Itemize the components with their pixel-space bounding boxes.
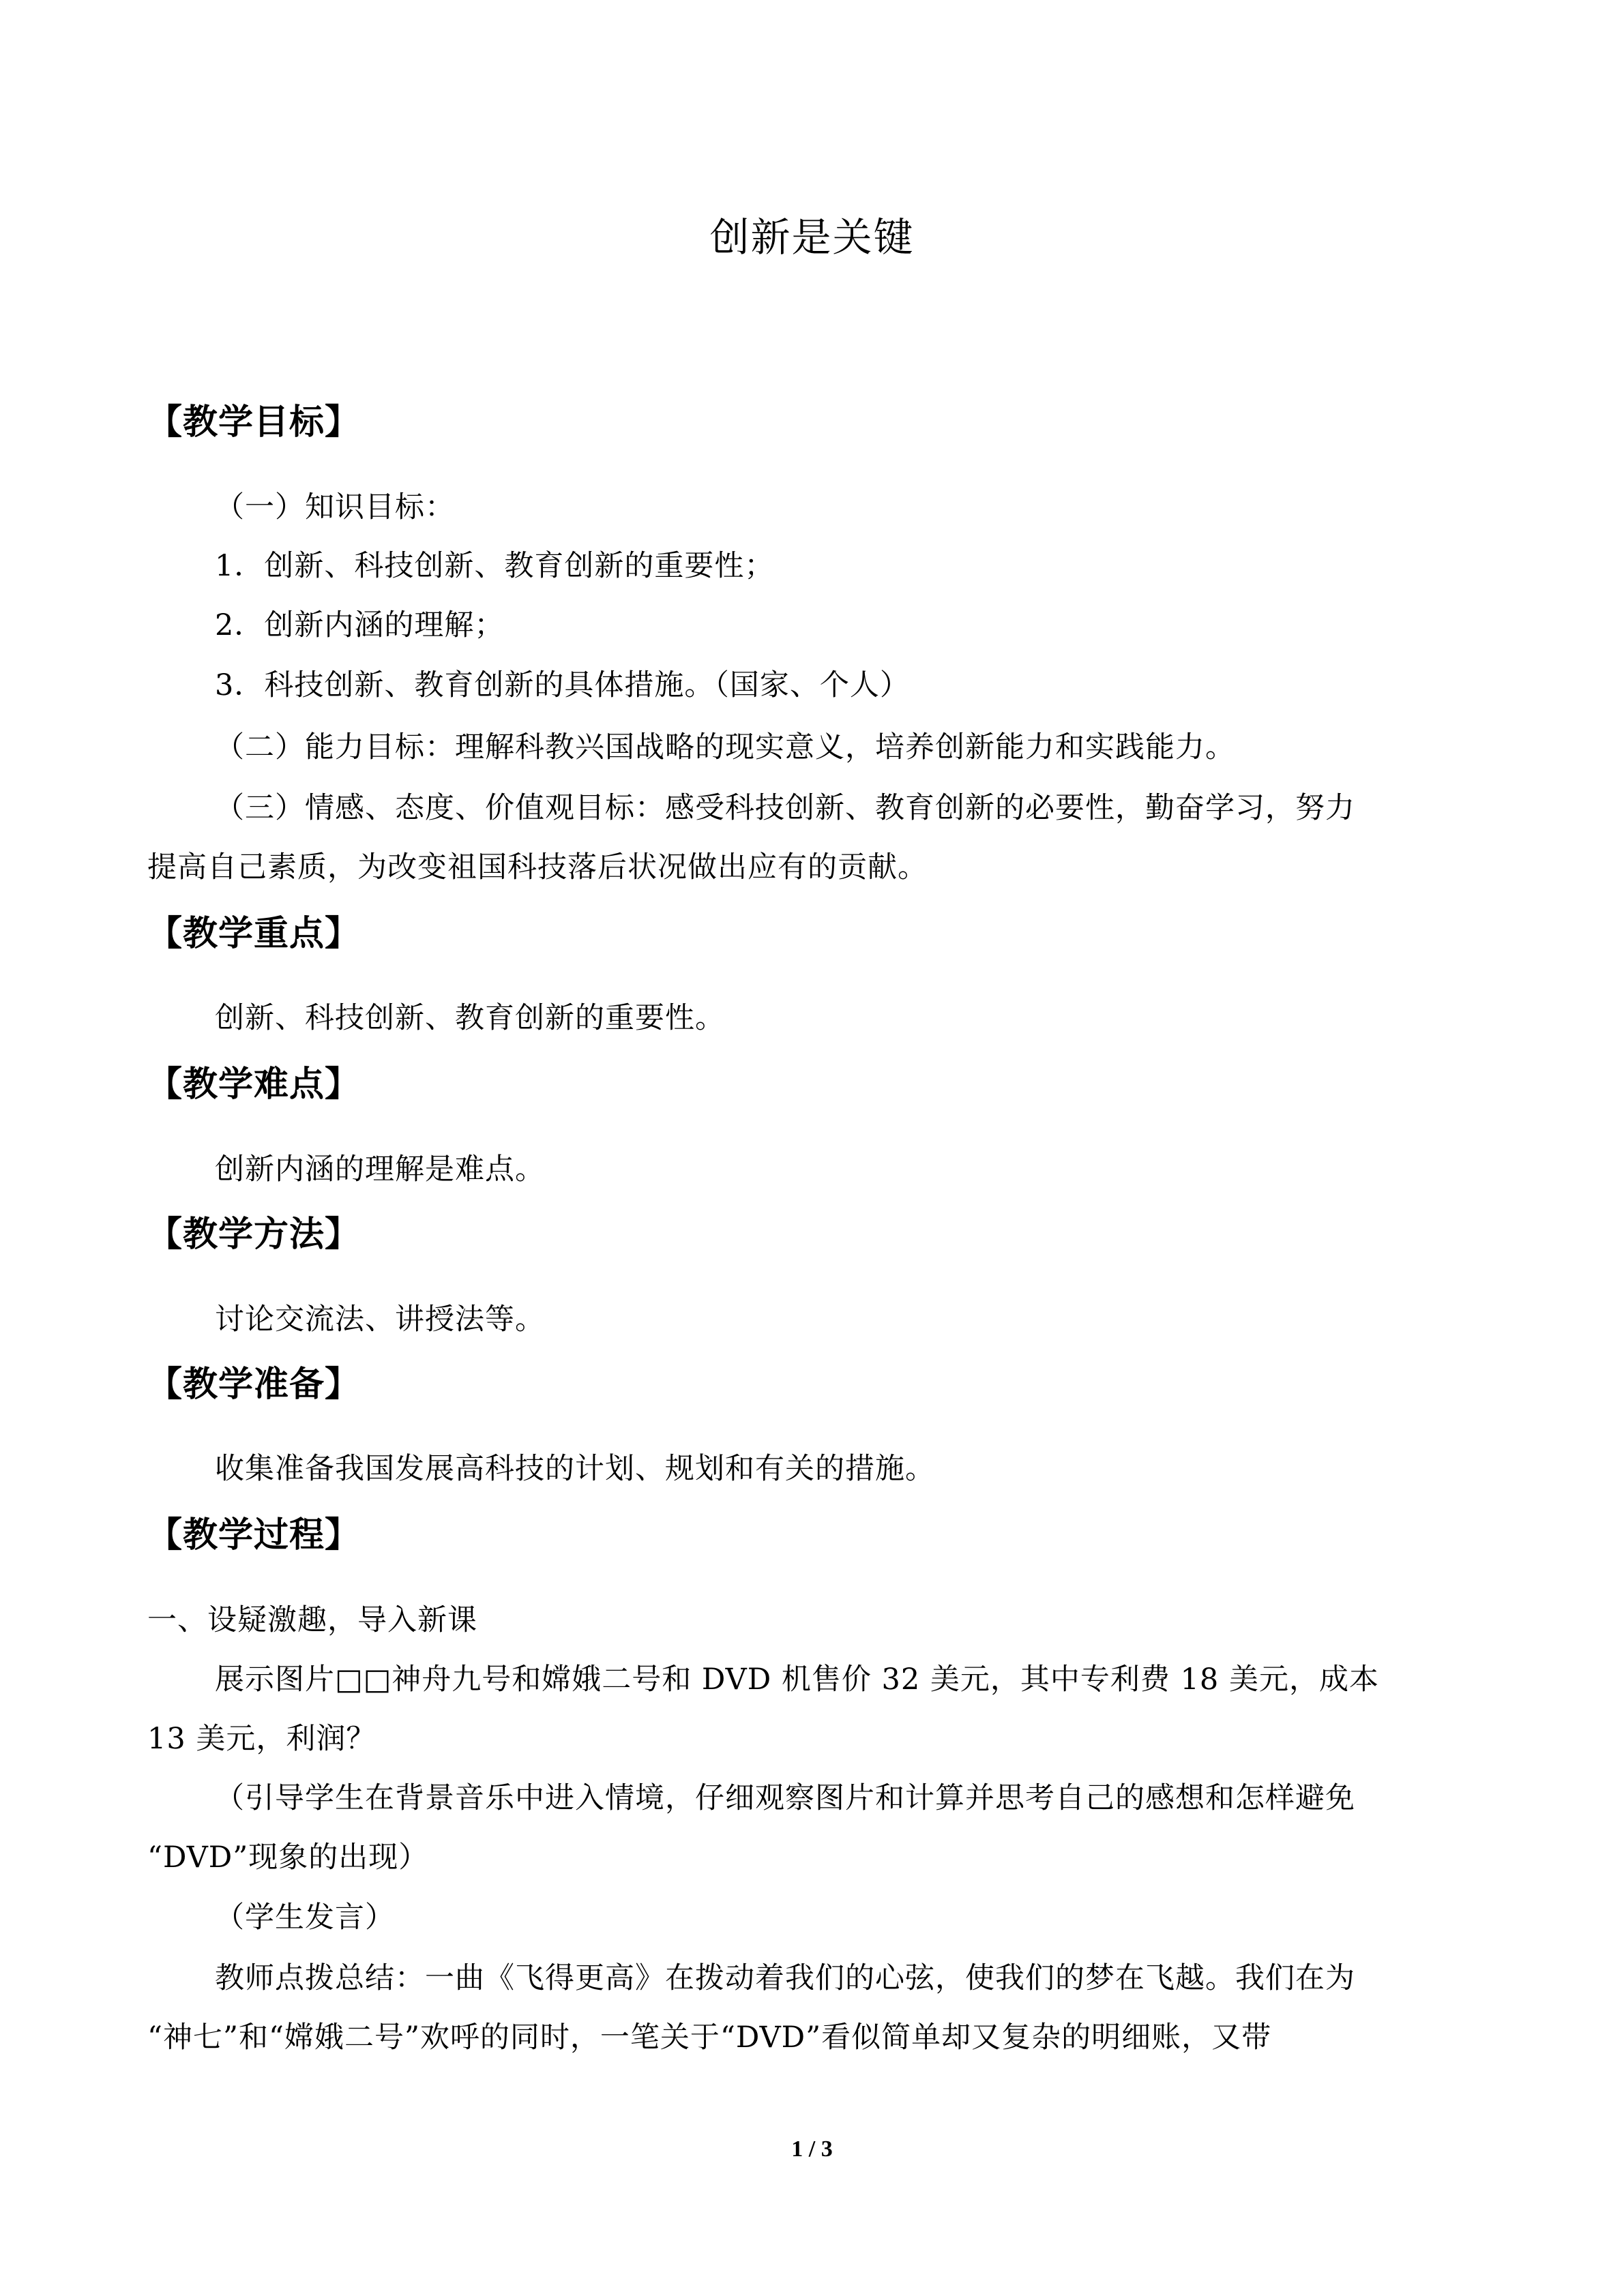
heading-key-points: 【教学重点】 — [147, 914, 361, 954]
ability-objective: （二）能力目标：理解科教兴国战略的现实意义，培养创新能力和实践能力。 — [215, 730, 1235, 764]
process-p4-line-2: “神七”和“嫦娥二号”欢呼的同时，一笔关于“DVD”看似简单却又复杂的明细账，又带 — [147, 2021, 1272, 2055]
heading-objectives: 【教学目标】 — [147, 402, 361, 443]
page-title: 创新是关键 — [709, 214, 915, 260]
emotion-objective-line-1: （三）情感、态度、价值观目标：感受科技创新、教育创新的必要性，勤奋学习，努力 — [215, 791, 1355, 825]
objective-item-2: 2．创新内涵的理解； — [215, 608, 505, 642]
process-p1-line-2: 13 美元，利润？ — [147, 1722, 377, 1756]
heading-process: 【教学过程】 — [147, 1515, 361, 1555]
page-number: 1 / 3 — [791, 2136, 833, 2162]
heading-methods: 【教学方法】 — [147, 1214, 361, 1255]
objective-item-3: 3．科技创新、教育创新的具体措施。（国家、个人） — [215, 668, 910, 702]
methods-text: 讨论交流法、讲授法等。 — [215, 1302, 545, 1337]
difficulties-text: 创新内涵的理解是难点。 — [215, 1152, 545, 1187]
process-p3: （学生发言） — [215, 1900, 395, 1935]
preparation-text: 收集准备我国发展高科技的计划、规划和有关的措施。 — [215, 1452, 935, 1486]
objective-item-1: 1．创新、科技创新、教育创新的重要性； — [215, 549, 775, 583]
heading-preparation: 【教学准备】 — [147, 1365, 361, 1405]
process-p2-line-1: （引导学生在背景音乐中进入情境，仔细观察图片和计算并思考自己的感想和怎样避免 — [215, 1781, 1355, 1815]
heading-difficulties: 【教学难点】 — [147, 1064, 361, 1105]
knowledge-objective-label: （一）知识目标： — [215, 490, 455, 524]
process-p4-line-1: 教师点拨总结：一曲《飞得更高》在拨动着我们的心弦，使我们的梦在飞越。我们在为 — [215, 1961, 1355, 1995]
process-section-1: 一、设疑激趣，导入新课 — [147, 1603, 477, 1637]
key-points-text: 创新、科技创新、教育创新的重要性。 — [215, 1001, 725, 1035]
process-p2-line-2: “DVD”现象的出现） — [147, 1840, 429, 1875]
process-p1-line-1: 展示图片□□神舟九号和嫦娥二号和 DVD 机售价 32 美元，其中专利费 18 美元，成本 — [215, 1663, 1379, 1697]
emotion-objective-line-2: 提高自己素质，为改变祖国科技落后状况做出应有的贡献。 — [147, 850, 928, 884]
